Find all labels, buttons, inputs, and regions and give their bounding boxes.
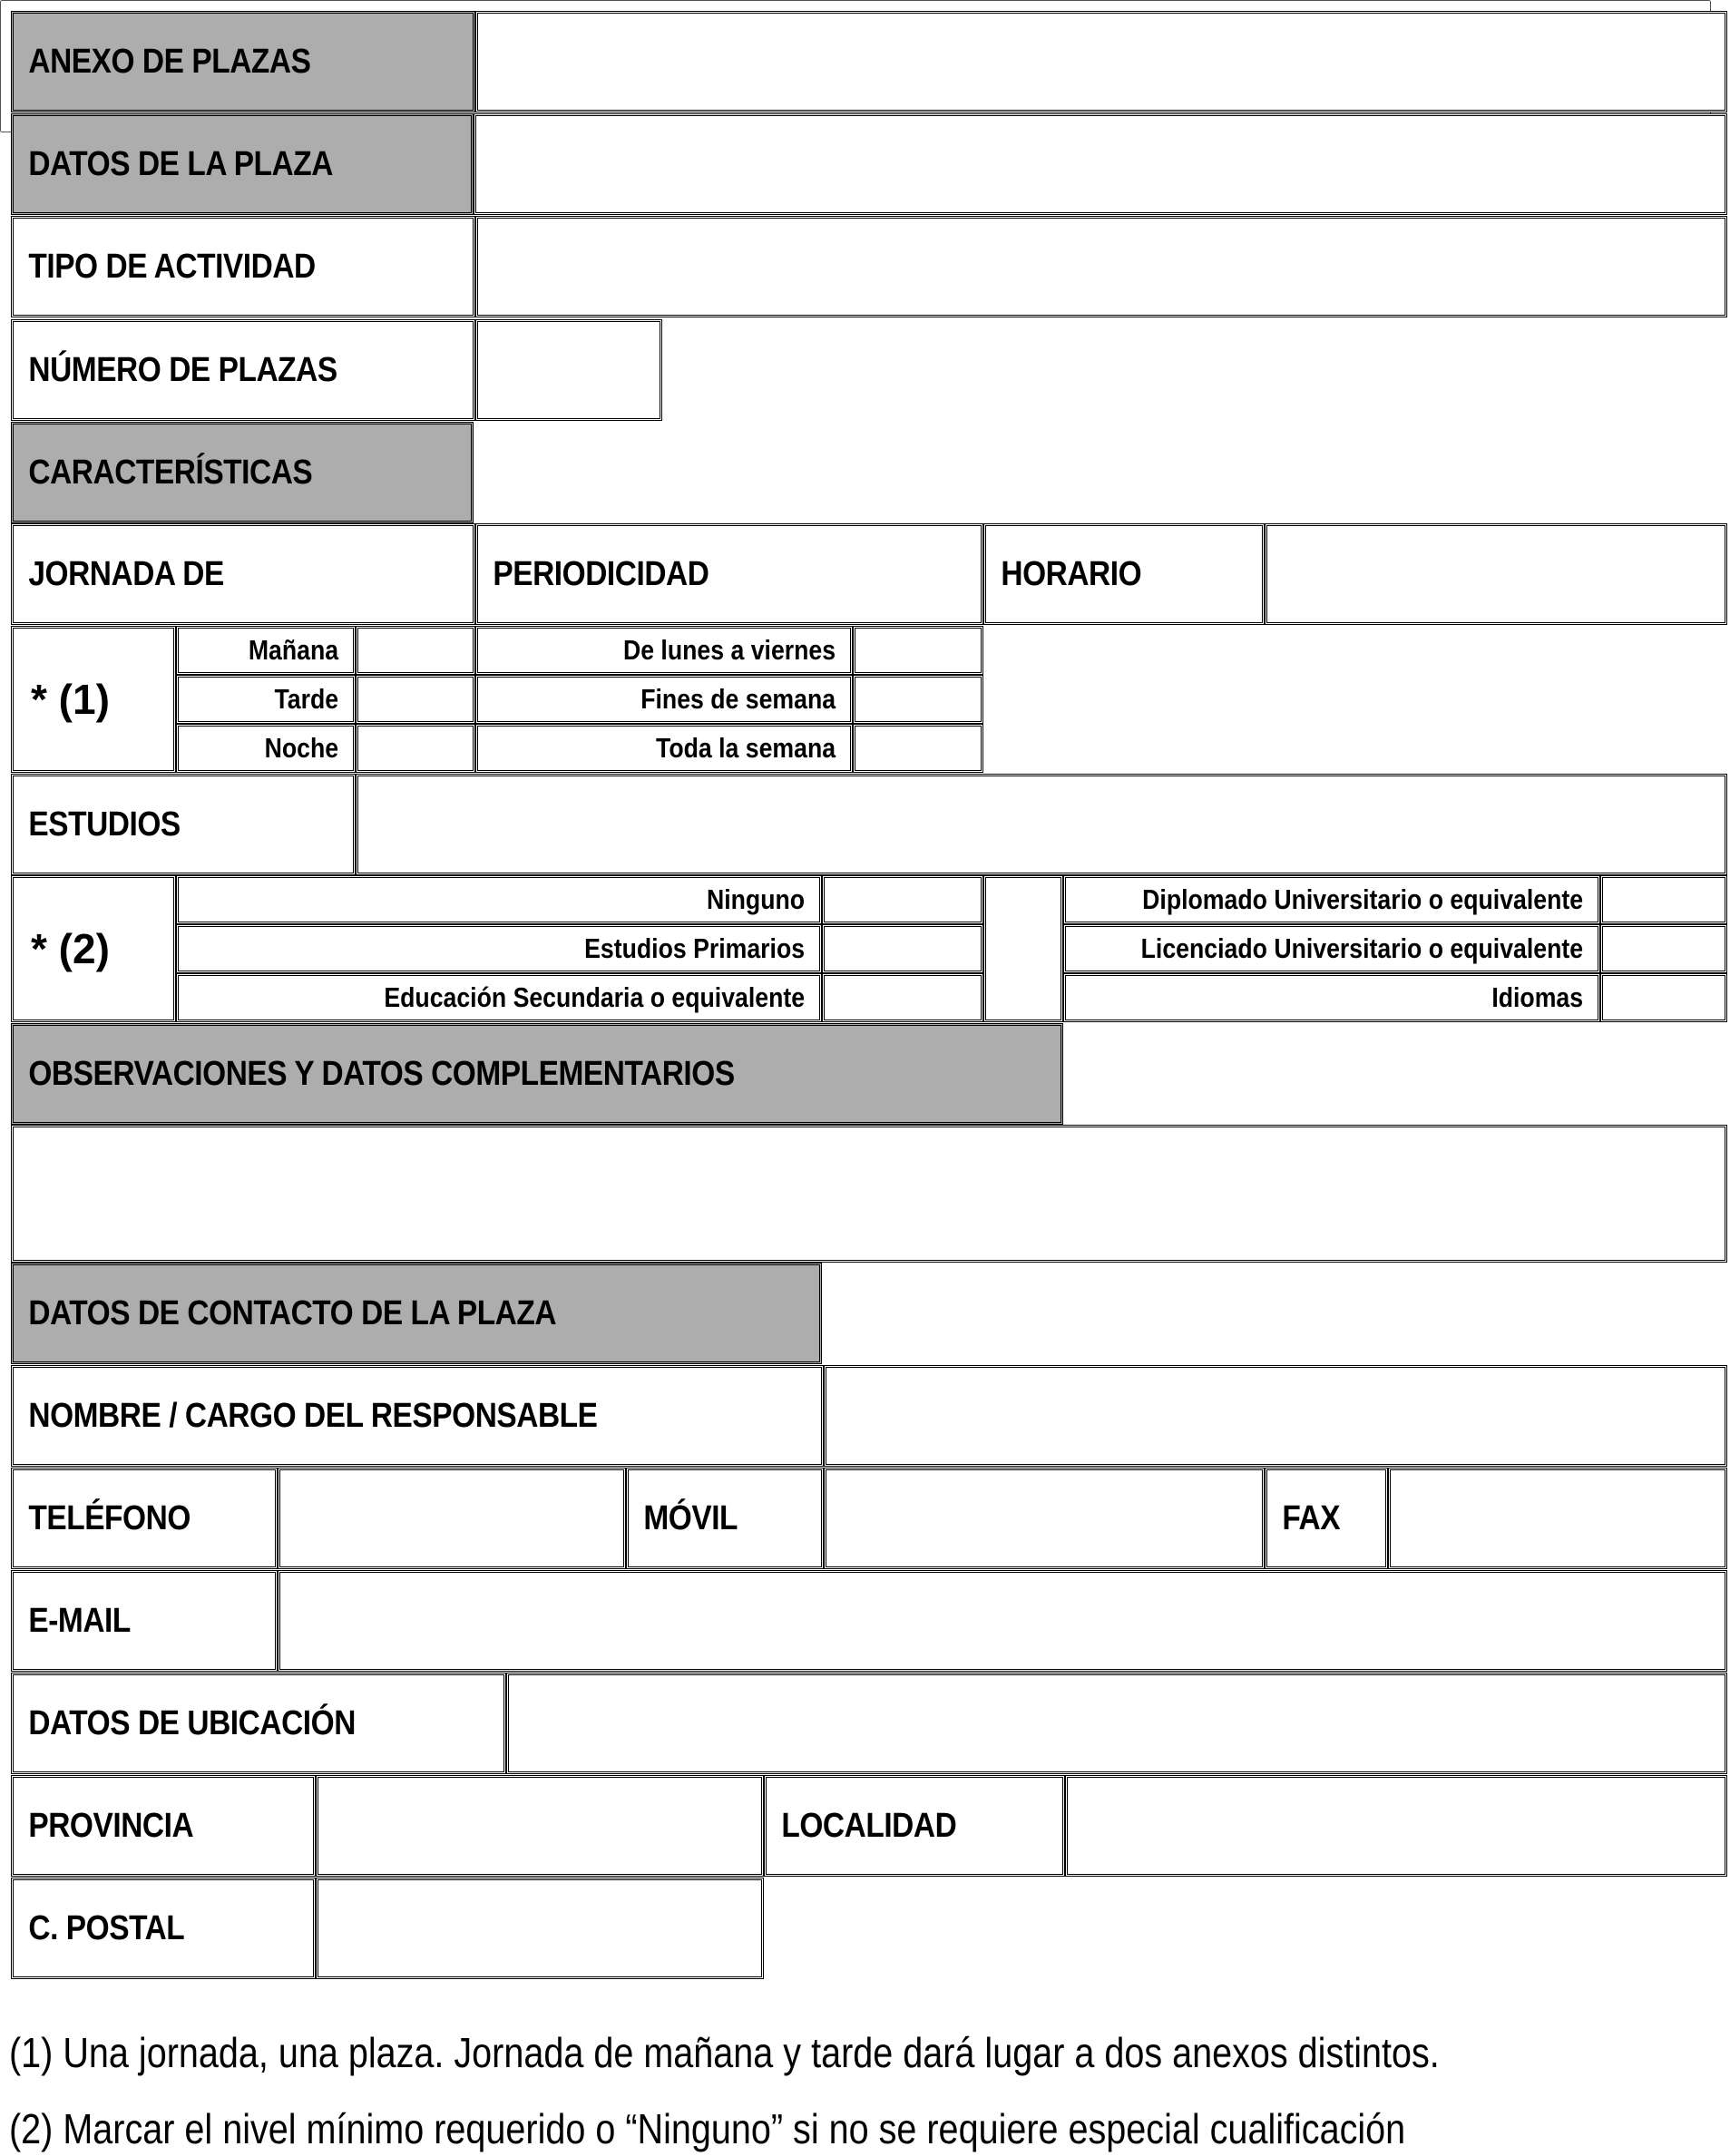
estudios-spacer: [983, 875, 1063, 1022]
provincia-label: PROVINCIA: [28, 1806, 194, 1845]
jornada-option-label: Noche: [264, 732, 339, 764]
estudios-secundaria-checkbox[interactable]: [822, 973, 983, 1022]
periodicidad-option-label: Toda la semana: [656, 732, 836, 764]
observaciones-label: OBSERVACIONES Y DATOS COMPLEMENTARIOS: [28, 1054, 735, 1093]
movil-input[interactable]: [829, 1473, 1259, 1564]
estudios-licenciado-checkbox[interactable]: [1600, 924, 1727, 973]
ubicacion-label: DATOS DE UBICACIÓN: [28, 1703, 356, 1742]
jornada-tarde-checkbox[interactable]: [356, 675, 475, 724]
estudios-option-label: Diplomado Universitario o equivalente: [1142, 883, 1584, 915]
numero-plazas-label: NÚMERO DE PLAZAS: [28, 350, 337, 389]
telefono-label: TELÉFONO: [28, 1498, 191, 1537]
jornada-manana-checkbox[interactable]: [356, 626, 475, 675]
contacto-label: DATOS DE CONTACTO DE LA PLAZA: [28, 1293, 557, 1332]
email-label: E-MAIL: [28, 1601, 131, 1640]
periodicidad-lunes-viernes-checkbox[interactable]: [853, 626, 983, 675]
responsable-input[interactable]: [829, 1371, 1722, 1461]
estudios-label: ESTUDIOS: [28, 805, 181, 844]
jornada-option-label: Mañana: [248, 634, 339, 666]
localidad-input[interactable]: [1070, 1780, 1722, 1871]
periodicidad-label: PERIODICIDAD: [493, 554, 709, 593]
localidad-label: LOCALIDAD: [781, 1806, 957, 1845]
email-input[interactable]: [283, 1576, 1722, 1666]
telefono-input[interactable]: [283, 1473, 621, 1564]
periodicidad-option-label: De lunes a viernes: [622, 634, 836, 666]
periodicidad-fines-semana-checkbox[interactable]: [853, 675, 983, 724]
estudios-primarios-checkbox[interactable]: [822, 924, 983, 973]
tipo-actividad-input[interactable]: [481, 221, 1722, 312]
caracteristicas-label: CARACTERÍSTICAS: [28, 453, 313, 492]
anexo-plazas-label: ANEXO DE PLAZAS: [28, 42, 311, 81]
fax-label: FAX: [1282, 1498, 1341, 1537]
tipo-actividad-label: TIPO DE ACTIVIDAD: [28, 247, 316, 286]
responsable-label: NOMBRE / CARGO DEL RESPONSABLE: [28, 1396, 598, 1435]
cpostal-label: C. POSTAL: [28, 1908, 185, 1947]
jornada-noche-checkbox[interactable]: [356, 724, 475, 773]
estudios-ninguno-checkbox[interactable]: [822, 875, 983, 924]
horario-label: HORARIO: [1001, 554, 1142, 593]
numero-plazas-input[interactable]: [481, 325, 657, 415]
ubicacion-input[interactable]: [512, 1678, 1722, 1769]
horario-input[interactable]: [1270, 529, 1722, 619]
estudios-field[interactable]: [356, 774, 1727, 875]
footnote-1: (1) Una jornada, una plaza. Jornada de mañana y tarde dará lugar a dos anexos distintos.: [9, 2029, 1440, 2076]
datos-plaza-field[interactable]: [474, 113, 1727, 215]
estudios-option-label: Educación Secundaria o equivalente: [384, 981, 806, 1013]
jornada-option-label: Tarde: [274, 683, 339, 715]
jornada-label: JORNADA DE: [28, 554, 224, 593]
estudios-diplomado-checkbox[interactable]: [1600, 875, 1727, 924]
nota1-marker: * (1): [31, 676, 110, 723]
estudios-option-label: Ninguno: [706, 883, 806, 915]
cpostal-input[interactable]: [321, 1883, 758, 1974]
anexo-plazas-field[interactable]: [475, 11, 1727, 112]
provincia-input[interactable]: [321, 1780, 758, 1871]
footnote-2: (2) Marcar el nivel mínimo requerido o “Ninguno” si no se requiere especial cualificación: [9, 2105, 1406, 2152]
observaciones-field[interactable]: [11, 1125, 1727, 1263]
estudios-option-label: Licenciado Universitario o equivalente: [1140, 932, 1584, 964]
estudios-idiomas-checkbox[interactable]: [1600, 973, 1727, 1022]
estudios-option-label: Idiomas: [1491, 981, 1584, 1013]
datos-plaza-label: DATOS DE LA PLAZA: [28, 144, 333, 183]
periodicidad-toda-semana-checkbox[interactable]: [853, 724, 983, 773]
nota2-marker: * (2): [31, 925, 110, 972]
periodicidad-option-label: Fines de semana: [640, 683, 836, 715]
movil-label: MÓVIL: [643, 1498, 738, 1537]
fax-input[interactable]: [1393, 1473, 1722, 1564]
estudios-option-label: Estudios Primarios: [584, 932, 806, 964]
